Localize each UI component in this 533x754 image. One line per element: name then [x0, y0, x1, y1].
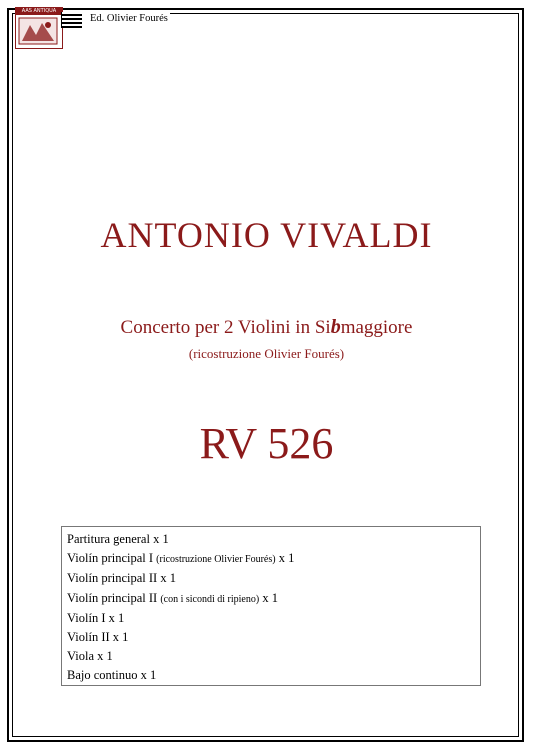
- part-count: x 1: [112, 630, 129, 645]
- part-item: [67, 569, 480, 588]
- part-count: x 1: [262, 590, 278, 605]
- part-item: [67, 628, 480, 647]
- work-title-prefix: Concerto per 2 Violini in Si: [120, 317, 331, 338]
- part-name: Bajo continuo: [67, 668, 138, 683]
- part-item: [67, 666, 480, 685]
- part-item: [67, 549, 480, 569]
- logo-text: AAS ANTIQUA: [16, 8, 62, 15]
- part-count: x 1: [97, 649, 113, 664]
- part-name: Partitura general: [67, 532, 150, 546]
- part-count: x 1: [140, 668, 157, 683]
- part-count: x 1: [153, 532, 169, 546]
- part-item: [67, 589, 480, 609]
- part-name: Violín II: [67, 630, 110, 645]
- part-name: Violín I: [67, 610, 106, 625]
- part-item: [67, 609, 480, 628]
- part-item: [67, 530, 480, 549]
- part-item: [67, 647, 480, 666]
- part-name: Violín principal II: [67, 571, 158, 586]
- flat-symbol: b: [330, 316, 341, 338]
- part-count: x 1: [278, 551, 295, 566]
- composer-name: ANTONIO VIVALDI: [100, 215, 433, 255]
- part-count: x 1: [160, 571, 176, 586]
- part-name: Viola: [67, 649, 95, 664]
- part-name: Violín principal I: [67, 551, 154, 566]
- part-note: (con i sicondi di ripieno): [160, 593, 260, 605]
- publisher-name: Ed. Olivier Fourés: [90, 13, 168, 24]
- catalog-number: RV 526: [199, 419, 334, 468]
- work-title-suffix: maggiore: [340, 317, 413, 338]
- parts-list: [61, 526, 481, 686]
- part-note: (ricostruzione Olivier Fourés): [156, 554, 276, 566]
- publisher-logo: [15, 7, 63, 49]
- reconstruction-note: (ricostruzione Olivier Fourés): [188, 346, 345, 361]
- work-title: [0, 316, 533, 339]
- part-count: x 1: [108, 610, 125, 625]
- logo-emblem-icon: [16, 15, 60, 47]
- publisher-header: [61, 12, 170, 28]
- part-name: Violín principal II: [67, 590, 158, 605]
